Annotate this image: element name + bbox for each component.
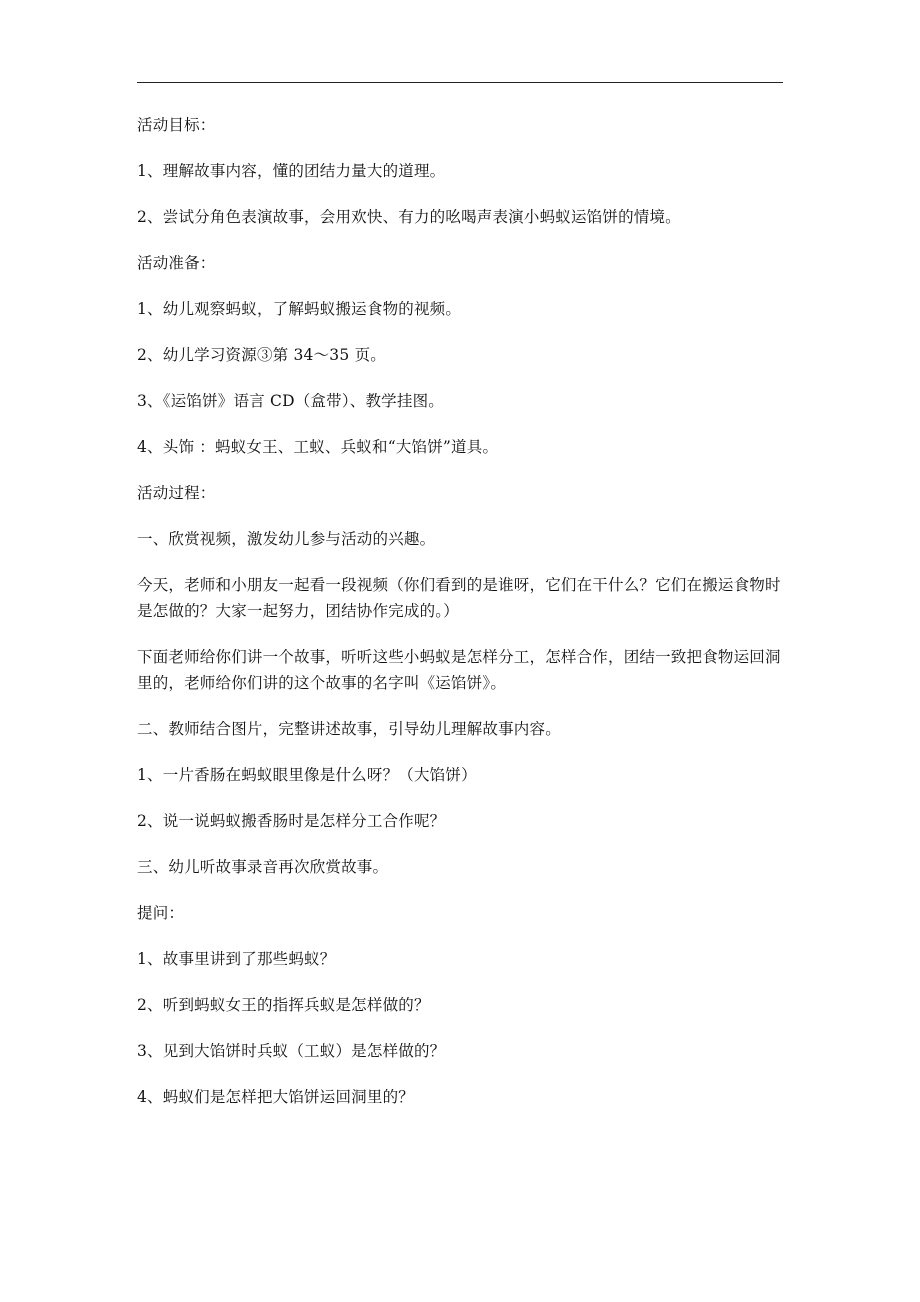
question-item: 1、故事里讲到了那些蚂蚁？ — [137, 950, 336, 968]
heading-questions: 提问： — [137, 904, 185, 922]
process-step: 一、欣赏视频，激发幼儿参与活动的兴趣。 — [137, 530, 436, 548]
process-step: 二、教师结合图片，完整讲述故事，引导幼儿理解故事内容。 — [137, 720, 561, 738]
process-question: 1、一片香肠在蚂蚁眼里像是什么呀？（大馅饼） — [137, 766, 477, 784]
preparation-item: 1、幼儿观察蚂蚁，了解蚂蚁搬运食物的视频。 — [137, 300, 462, 318]
preparation-item: 4、头饰 ：蚂蚁女王、工蚁、兵蚁和“大馅饼”道具。 — [137, 438, 499, 456]
goal-item: 1、理解故事内容，懂的团结力量大的道理。 — [137, 162, 446, 180]
document-body — [137, 112, 787, 1110]
heading-activity-process: 活动过程： — [137, 484, 216, 502]
header-rule — [137, 82, 783, 83]
question-item: 4、蚂蚁们是怎样把大馅饼运回洞里的？ — [137, 1088, 414, 1106]
process-paragraph: 下面老师给你们讲一个故事，听听这些小蚂蚁是怎样分工，怎样合作，团结一致把食物运回洞里的，老师给你们讲的这个故事的名字叫《运馅饼》。 — [137, 648, 781, 692]
heading-activity-preparation: 活动准备： — [137, 254, 216, 272]
preparation-item: 3、《运馅饼》语言 CD（盒带）、教学挂图。 — [137, 392, 444, 410]
heading-activity-goals: 活动目标： — [137, 116, 216, 134]
process-step: 三、幼儿听故事录音再次欣赏故事。 — [137, 858, 389, 876]
process-question: 2、说一说蚂蚁搬香肠时是怎样分工合作呢？ — [137, 812, 446, 830]
question-item: 2、听到蚂蚁女王的指挥兵蚁是怎样做的？ — [137, 996, 430, 1014]
goal-item: 2、尝试分角色表演故事，会用欢快、有力的吆喝声表演小蚂蚁运馅饼的情境。 — [137, 208, 681, 226]
question-item: 3、见到大馅饼时兵蚁（工蚁）是怎样做的？ — [137, 1042, 446, 1060]
preparation-item: 2、幼儿学习资源③第 34～35 页。 — [137, 346, 386, 364]
process-paragraph: 今天，老师和小朋友一起看一段视频（你们看到的是谁呀，它们在干什么？它们在搬运食物时是怎做的？大家一起努力，团结协作完成的。） — [137, 576, 781, 620]
